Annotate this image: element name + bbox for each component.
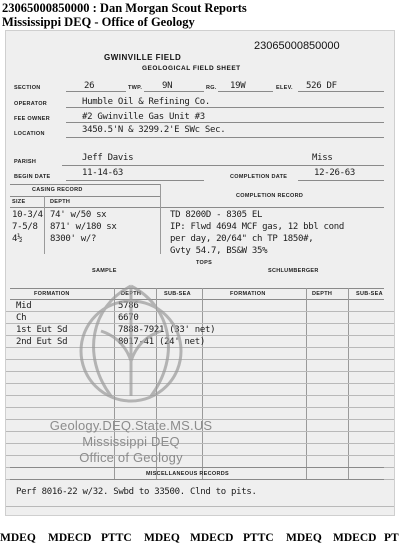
casing-size: 7-5/8: [12, 222, 38, 232]
depth-label: DEPTH: [50, 199, 71, 205]
completion-line: IP: Flwd 4694 MCF gas, 12 bbl cond: [170, 222, 345, 232]
misc-records-value: Perf 8016-22 w/32. Swbd to 33500. Clnd to pits.: [16, 487, 257, 497]
operator-label: OPERATOR: [14, 101, 48, 107]
begin-date-label: BEGIN DATE: [14, 174, 51, 180]
top-formation: 2nd Eut Sd: [16, 337, 68, 347]
api-number: 23065000850000: [254, 40, 340, 52]
mdeq-watermark: [21, 276, 241, 476]
top-depth: 7888-7921 (33' net): [118, 325, 216, 335]
watermark-url: Geology.DEQ.State.MS.US: [49, 418, 213, 433]
leaf-logo-icon: [21, 276, 241, 406]
parish-label: PARISH: [14, 159, 37, 165]
rg-label: RG.: [206, 85, 217, 91]
casing-size: 4½: [12, 234, 23, 244]
top-depth: 8017-41 (24' net): [118, 337, 206, 347]
completion-line: TD 8200D - 8305 EL: [170, 210, 263, 220]
depth-column-label: DEPTH: [121, 291, 142, 297]
watermark-office: Office of Geology: [79, 450, 183, 465]
completion-date-value: 12-26-63: [314, 168, 355, 178]
footer-tag: PTTC: [101, 532, 132, 544]
sub-sea-label: SUB-SEA: [164, 291, 191, 297]
top-depth: 6670: [118, 313, 139, 323]
schlumberger-label: SCHLUMBERGER: [268, 268, 319, 274]
casing-record-label: CASING RECORD: [32, 187, 83, 193]
completion-record-label: COMPLETION RECORD: [236, 193, 304, 199]
section-value: 26: [84, 81, 95, 91]
twp-value: 9N: [162, 81, 173, 91]
report-title: 23065000850000 : Dan Morgan Scout Reports: [2, 1, 247, 15]
footer-tag: MDECD: [48, 532, 92, 544]
misc-records-label: MISCELLANEOUS RECORDS: [146, 471, 229, 477]
elev-value: 526 DF: [306, 81, 337, 91]
state-value: Miss: [312, 153, 333, 163]
formation-label: FORMATION: [230, 291, 266, 297]
size-label: SIZE: [12, 199, 26, 205]
rg-value: 19W: [230, 81, 246, 91]
casing-depth: 871' w/180 sx: [50, 222, 117, 232]
formation-label: FORMATION: [34, 291, 70, 297]
footer-tag: PTTC: [243, 532, 274, 544]
completion-date-label: COMPLETION DATE: [230, 174, 288, 180]
top-formation: Ch: [16, 313, 27, 323]
footer-tag: PT: [384, 532, 399, 544]
footer-tag: MDEQ: [144, 532, 180, 544]
elev-label: ELEV.: [276, 85, 293, 91]
footer-tag: MDECD: [333, 532, 377, 544]
fee-owner-label: FEE OWNER: [14, 116, 51, 122]
casing-depth: 74' w/50 sx: [50, 210, 107, 220]
location-value: 3450.5'N & 3299.2'E SWc Sec.: [82, 125, 226, 135]
depth-column-label: DEPTH: [312, 291, 333, 297]
tops-label: TOPS: [196, 260, 213, 266]
footer-strip: [0, 532, 400, 546]
footer-tag: MDEQ: [0, 532, 36, 544]
sample-label: SAMPLE: [92, 268, 117, 274]
top-formation: 1st Eut Sd: [16, 325, 68, 335]
geological-field-sheet: [5, 30, 395, 516]
casing-depth: 8300' w/?: [50, 234, 97, 244]
completion-line: Gvty 54.7, BS&W 35%: [170, 246, 268, 256]
casing-size: 10-3/4: [12, 210, 43, 220]
section-label: SECTION: [14, 85, 41, 91]
parish-value: Jeff Davis: [82, 153, 134, 163]
twp-label: TWP.: [128, 85, 143, 91]
report-subtitle: Mississippi DEQ - Office of Geology: [2, 15, 195, 29]
top-formation: Mid: [16, 301, 32, 311]
footer-tag: MDEQ: [286, 532, 322, 544]
completion-line: per day, 20/64" ch TP 1850#,: [170, 234, 314, 244]
operator-value: Humble Oil & Refining Co.: [82, 97, 210, 107]
location-label: LOCATION: [14, 131, 45, 137]
field-title: GWINVILLE FIELD: [104, 53, 182, 62]
top-depth: 5786: [118, 301, 139, 311]
footer-tag: MDECD: [190, 532, 234, 544]
sheet-title: GEOLOGICAL FIELD SHEET: [142, 65, 241, 72]
watermark-agency: Mississippi DEQ: [82, 434, 180, 449]
fee-owner-value: #2 Gwinville Gas Unit #3: [82, 112, 205, 122]
begin-date-value: 11-14-63: [82, 168, 123, 178]
sub-sea-label: SUB-SEA: [356, 291, 383, 297]
